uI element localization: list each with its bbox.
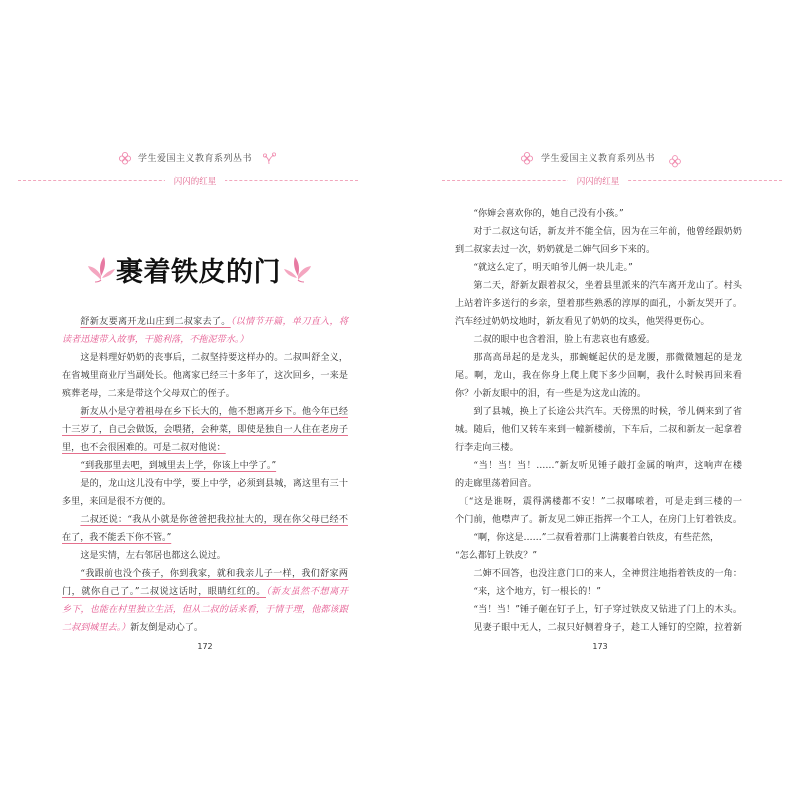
text-line: 是的，龙山这儿没有中学，要上中学，必须到县城，离这里有三十 — [80, 479, 348, 489]
text-line — [62, 529, 348, 547]
text-line — [62, 421, 348, 439]
underlined-text: “到我那里去吧，到城里去上学，你该上中学了。” — [80, 461, 277, 471]
text-line — [62, 457, 348, 475]
annotation: 读者迅速带入故事，干脆利落，不拖泥带水。） — [62, 335, 249, 345]
text-line — [62, 331, 348, 349]
underlined-text: 十三岁了，自己会做饭，会喂猪，会种菜，即使是独自一人住在老房子 — [62, 425, 348, 435]
sprout-icon — [262, 151, 276, 165]
series-title: 学生爱国主义教育系列丛书 — [137, 154, 252, 164]
text-line: 你？小新友眼中的泪，有一些是为这龙山流的。 — [455, 389, 646, 399]
text-line: “怎么都钉上铁皮？” — [455, 551, 538, 561]
annotation: 乡下，也能在村里独立生活，但从二叔的话来看，于情于理，他都该跟 — [62, 605, 348, 615]
plain-text: 新友倒是动心了。 — [130, 623, 203, 633]
text-line — [62, 601, 348, 619]
lily-ornament-icon — [86, 254, 116, 284]
text-line: 个门前，他噤声了。新友见二婶正指挥一个工人，在房门上钉着铁皮。 — [455, 515, 742, 525]
text-line: 的走廊里荡着回音。 — [455, 479, 537, 489]
annotation: （新友虽然不想离开 — [266, 587, 348, 597]
text-line: 这是实情，左右邻居也都这么说过。 — [80, 551, 226, 561]
book-title: 闪闪的红星 — [165, 175, 225, 187]
text-line: 到了县城，换上了长途公共汽车。天傍黑的时候，爷儿俩来到了省 — [473, 407, 742, 417]
text-line: “你婶会喜欢你的，她自己没有小孩。” — [473, 209, 624, 219]
text-line — [62, 619, 348, 637]
right-body-text — [455, 205, 742, 637]
text-line — [62, 583, 348, 601]
left-body-text — [62, 313, 348, 637]
text-line: 这是料理好奶奶的丧事后，二叔坚持要这样办的。二叔叫舒全义， — [80, 353, 348, 363]
text-line: 那高高昂起的是龙头，那蜿蜒起伏的是龙腰，那微微翘起的是龙 — [473, 353, 742, 363]
text-line: 〔“这是谁呀，震得满楼都不安！”二叔嘟哝着，可是走到三楼的一 — [459, 497, 742, 507]
right-page — [400, 0, 800, 800]
text-line: 在省城里商业厅当副处长。他离家已经三十多年了，这次回乡，一来是 — [62, 371, 348, 381]
annotation: 二叔到城里去。） — [62, 623, 131, 633]
annotation: （以情节开篇，单刀直入，将 — [230, 317, 348, 327]
flower-icon — [668, 154, 682, 168]
text-line: “就这么定了，明天咱爷儿俩一块儿走。” — [473, 263, 633, 273]
text-line: 城。随后，他们又转车来到一幢新楼前，下车后，二叔和新友一起拿着 — [455, 425, 742, 435]
text-line: “来，这个地方，钉一根长的！” — [473, 587, 601, 597]
chapter-title: 裹着铁皮的门 — [116, 257, 281, 288]
text-line — [62, 439, 348, 457]
underlined-text: 门，就你自己了。”二叔说这话时，眼睛红红的。 — [62, 587, 266, 597]
underlined-text: 里，也不会很困难的。可是二叔对他说： — [62, 443, 226, 453]
text-line: 二叔的眼中也含着泪，脸上有悲哀也有感爱。 — [473, 335, 656, 345]
page-number: 172 — [197, 642, 213, 651]
text-line: “当！当！当！……”新友听见锤子敲打金属的响声，这响声在楼 — [473, 461, 742, 471]
text-line: 见妻子眼中无人，二叔只好侧着身子，趁工人锤钉的空隙，拉着新 — [473, 623, 742, 633]
text-line: 到二叔家去过一次，奶奶就是二婶气回乡下来的。 — [455, 245, 656, 255]
text-line: 对于二叔这句话，新友并不能全信，因为在三年前，他曾经跟奶奶 — [473, 227, 742, 237]
text-line: 殡葬老母，二来是带这个父母双亡的侄子。 — [62, 389, 235, 399]
text-line — [62, 403, 348, 421]
text-line: 上站着许多送行的乡亲，望着那些熟悉的淳厚的面孔，小新友哭开了。 — [455, 299, 742, 309]
book-title: 闪闪的红星 — [568, 175, 628, 187]
underlined-text: 舒新友要离开龙山庄到二叔家去了。 — [80, 317, 231, 327]
underlined-text: 在了，我不能丢下你不管。” — [62, 533, 172, 543]
underlined-text: 二叔还说：“我从小就是你爸爸把我拉扯大的，现在你父母已经不 — [80, 515, 348, 525]
underlined-text: “我跟前也没个孩子，你到我家，就和我亲儿子一样，我们舒家两 — [80, 569, 348, 579]
text-line: 第二天，舒新友跟着叔父，坐着县里派来的汽车离开龙山了。村头 — [473, 281, 742, 291]
series-title: 学生爱国主义教育系列丛书 — [540, 154, 655, 164]
text-line: “当！当！”锤子砸在钉子上，钉子穿过铁皮又钻进了门上的木头。 — [473, 605, 742, 615]
text-line — [62, 313, 348, 331]
text-line: “啊，你这是……”二叔看着那门上满裹着白铁皮，有些茫然， — [473, 533, 720, 543]
text-line: 多里，来回是很不方便的。 — [62, 497, 172, 507]
lily-ornament-icon — [283, 254, 313, 284]
page-number: 173 — [592, 642, 608, 651]
text-line: 尾。啊，龙山，我在你身上爬上爬下多少回啊，我什么时候再回来看 — [455, 371, 742, 381]
text-line — [62, 565, 348, 583]
text-line — [62, 511, 348, 529]
text-line: 行李走向三楼。 — [455, 443, 519, 453]
text-line: 汽车经过奶奶坟地时，新友看见了奶奶的坟头，他哭得更伤心。 — [455, 317, 710, 327]
text-line: 二婶不回答，也没注意门口的来人，全神贯注地指着铁皮的一角： — [473, 569, 742, 579]
underlined-text: 新友从小是守着祖母在乡下长大的，他不想离开乡下。他今年已经 — [80, 407, 348, 417]
